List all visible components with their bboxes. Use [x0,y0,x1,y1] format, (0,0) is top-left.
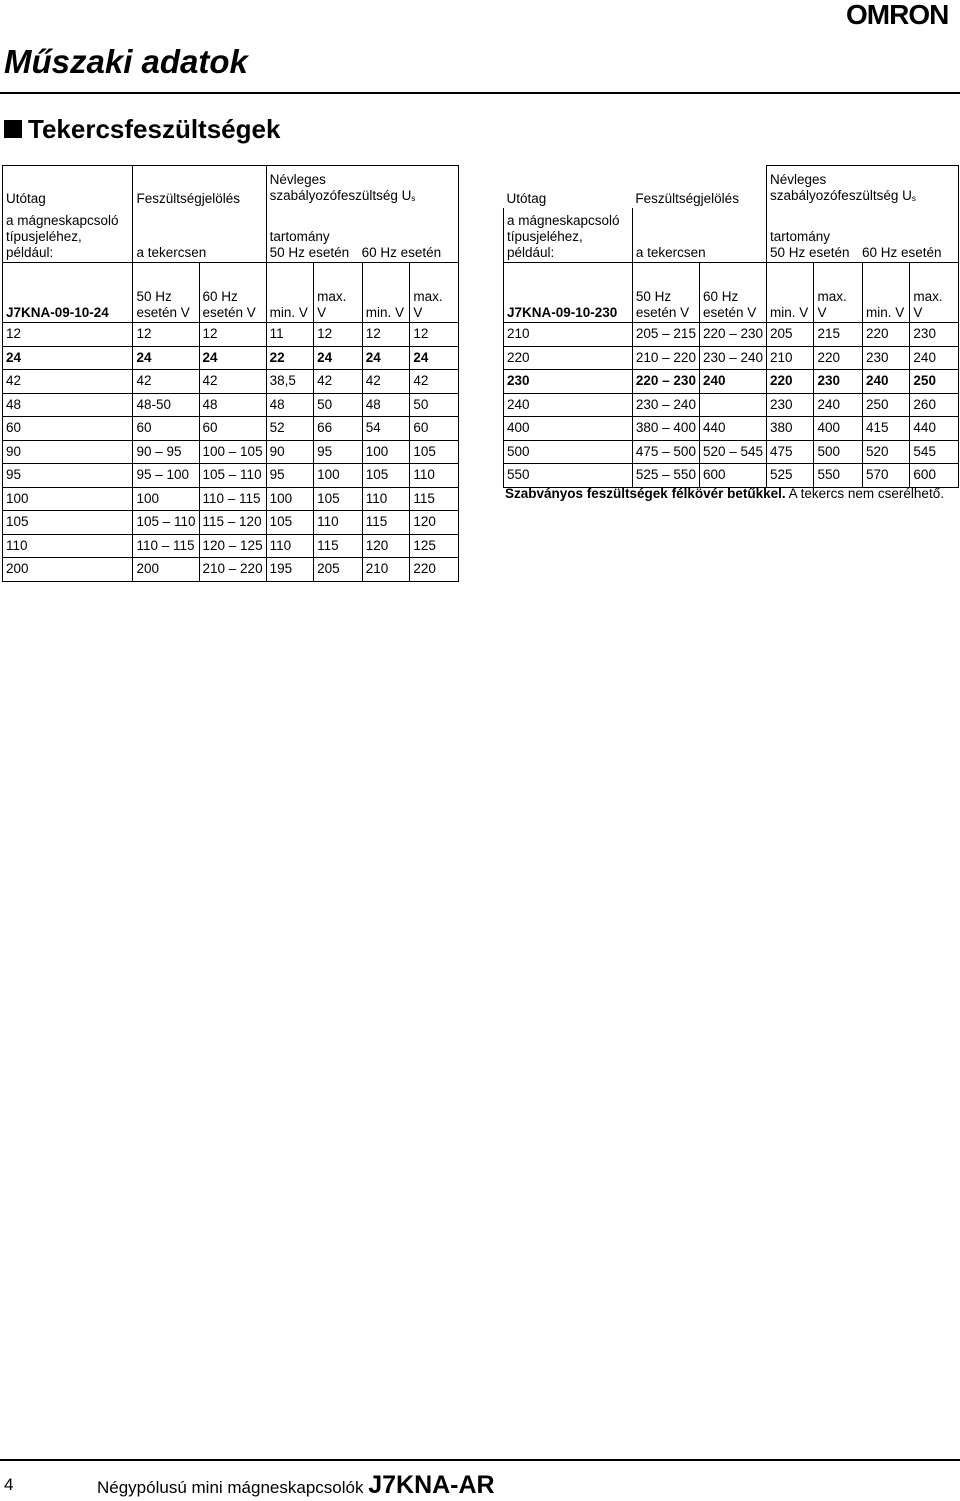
table-cell: 12 [3,323,133,347]
table-cell: 125 [410,534,459,558]
header-suffix: Utótag [506,191,547,206]
table-cell: 42 [410,370,459,394]
table-cell: 115 [362,511,410,535]
table-cell: 195 [266,558,314,582]
header-max-50: max. V [314,263,363,323]
table-cell: 205 – 215 [632,323,699,347]
table-cell: 48 [266,393,314,417]
footer-title [97,1472,495,1501]
example-model: J7KNA-09-10-24 [3,263,133,323]
table-row [3,346,459,370]
header-voltage-marking: Feszültségjelölés [133,166,266,209]
table-cell: 66 [314,417,363,441]
header-min-60: min. V [362,263,410,323]
table-row [3,487,459,511]
header-suffix-desc: a mágneskapcsoló típusjeléhez, például: [504,208,633,263]
table-cell: 600 [699,464,766,488]
header-suffix: Utótag [3,166,133,209]
omron-logo-mark [846,0,956,30]
table-cell: 105 [314,487,363,511]
table-cell: 475 – 500 [632,440,699,464]
table-cell [699,393,766,417]
table-cell: 210 [504,323,633,347]
table-cell: 440 [910,417,959,441]
table-cell: 24 [314,346,363,370]
header-suffix-desc: a mágneskapcsoló típusjeléhez, például: [3,208,133,263]
table-cell: 230 – 240 [632,393,699,417]
table-cell: 200 [3,558,133,582]
table-cell: 205 [767,323,814,347]
table-cell: 105 – 110 [133,511,199,535]
table-cell: 210 [767,346,814,370]
table-cell: 100 – 105 [199,440,266,464]
table-cell: 110 [314,511,363,535]
table-cell: 110 [3,534,133,558]
header-50hz-v: 50 Hz esetén V [632,263,699,323]
table-cell: 115 – 120 [199,511,266,535]
table-cell: 250 [910,370,959,394]
table-cell: 95 [266,464,314,488]
table-cell: 440 [699,417,766,441]
table-cell: 24 [362,346,410,370]
table-cell: 110 [362,487,410,511]
header-voltage-desc: a tekercsen [133,208,266,263]
table-cell: 220 [410,558,459,582]
table-cell: 24 [3,346,133,370]
table-cell: 545 [910,440,959,464]
table-cell: 240 [862,370,909,394]
table-cell: 500 [504,440,633,464]
table-cell: 230 [814,370,863,394]
header-50hz-v: 50 Hz esetén V [133,263,199,323]
header-voltage-marking: Feszültségjelölés [635,191,739,206]
table-row [3,511,459,535]
table-cell: 230 – 240 [699,346,766,370]
table-cell: 100 [3,487,133,511]
section-title [4,112,280,146]
table-cell: 120 [362,534,410,558]
footer-model: J7KNA-AR [368,1471,495,1499]
table-cell: 240 [504,393,633,417]
table-row [3,440,459,464]
table-cell: 100 [266,487,314,511]
table-cell: 600 [910,464,959,488]
table-cell: 48 [362,393,410,417]
left-table-body [3,323,459,582]
header-60hz-v: 60 Hz esetén V [199,263,266,323]
table-cell: 60 [199,417,266,441]
table-cell: 42 [3,370,133,394]
table-cell: 100 [314,464,363,488]
header-max-50: max. V [814,263,863,323]
footnote [505,486,945,502]
table-cell: 42 [362,370,410,394]
table-cell: 200 [133,558,199,582]
table-cell: 105 [3,511,133,535]
table-cell: 520 – 545 [699,440,766,464]
section-title-text: Tekercsfeszültségek [28,114,281,144]
logo-wordmark: OMRON [846,0,949,30]
table-cell: 400 [814,417,863,441]
table-cell: 220 [767,370,814,394]
table-cell: 48 [3,393,133,417]
table-cell: 500 [814,440,863,464]
table-cell: 475 [767,440,814,464]
table-cell: 105 – 110 [199,464,266,488]
table-cell: 110 [410,464,459,488]
header-min-60: min. V [862,263,909,323]
table-cell: 115 [314,534,363,558]
table-cell: 110 [266,534,314,558]
title-divider [0,92,960,94]
table-cell: 48 [199,393,266,417]
table-cell: 230 [910,323,959,347]
footer-description: Négypólusú mini mágneskapcsolók [97,1478,369,1497]
table-cell: 24 [133,346,199,370]
table-cell: 105 [362,464,410,488]
table-cell: 100 [133,487,199,511]
table-cell: 48-50 [133,393,199,417]
table-row [504,346,959,370]
page-title: Műszaki adatok [4,43,248,80]
table-row [504,464,959,488]
table-cell: 60 [410,417,459,441]
omron-logo [846,0,956,30]
table-row [3,534,459,558]
table-cell: 415 [862,417,909,441]
table-cell: 12 [133,323,199,347]
table-cell: 380 [767,417,814,441]
table-cell: 105 [266,511,314,535]
header-max-60: max. V [910,263,959,323]
table-cell: 210 – 220 [632,346,699,370]
table-cell: 95 [3,464,133,488]
table-cell: 11 [266,323,314,347]
right-table-body [504,323,959,488]
header-range: tartomány 50 Hz esetén 60 Hz esetén [266,208,458,263]
table-cell: 120 – 125 [199,534,266,558]
table-cell: 42 [314,370,363,394]
coil-voltage-table-right [503,165,959,488]
table-cell: 550 [504,464,633,488]
table-cell: 12 [199,323,266,347]
table-cell: 52 [266,417,314,441]
header-60hz-v: 60 Hz esetén V [699,263,766,323]
table-cell: 205 [314,558,363,582]
table-cell: 38,5 [266,370,314,394]
table-row [3,370,459,394]
table-cell: 95 – 100 [133,464,199,488]
table-cell: 50 [314,393,363,417]
table-cell: 105 [410,440,459,464]
table-cell: 230 [504,370,633,394]
table-cell: 400 [504,417,633,441]
table-row [504,393,959,417]
header-rated-voltage: Névleges szabályozófeszültség $U_s$ [767,166,959,209]
table-cell: 120 [410,511,459,535]
table-cell: 220 [862,323,909,347]
table-row [504,370,959,394]
table-cell: 54 [362,417,410,441]
table-row [504,440,959,464]
table-row [3,323,459,347]
table-cell: 525 – 550 [632,464,699,488]
table-cell: 42 [133,370,199,394]
table-cell: 220 [814,346,863,370]
header-voltage-desc: a tekercsen [632,208,766,263]
table-cell: 115 [410,487,459,511]
header-min-50: min. V [767,263,814,323]
table-cell: 230 [862,346,909,370]
table-cell: 220 – 230 [699,323,766,347]
bullet-square-icon [4,120,22,138]
header-rated-voltage: Névleges szabályozófeszültség $U_s$ [266,166,458,209]
table-cell: 210 – 220 [199,558,266,582]
table-cell: 12 [314,323,363,347]
table-cell: 240 [910,346,959,370]
table-cell: 215 [814,323,863,347]
table-cell: 240 [814,393,863,417]
footnote-text: A tekercs nem cserélhető. [785,486,944,501]
table-row [3,393,459,417]
table-cell: 12 [410,323,459,347]
table-cell: 520 [862,440,909,464]
table-row [504,323,959,347]
table-cell: 210 [362,558,410,582]
header-max-60: max. V [410,263,459,323]
table-cell: 24 [199,346,266,370]
table-cell: 260 [910,393,959,417]
coil-voltage-table-left [2,165,459,582]
table-cell: 90 – 95 [133,440,199,464]
table-cell: 100 [362,440,410,464]
table-cell: 24 [410,346,459,370]
table-cell: 570 [862,464,909,488]
table-cell: 60 [133,417,199,441]
table-cell: 250 [862,393,909,417]
example-model: J7KNA-09-10-230 [504,263,633,323]
table-cell: 60 [3,417,133,441]
table-row [3,558,459,582]
table-cell: 110 – 115 [199,487,266,511]
table-row [504,417,959,441]
header-range: tartomány 50 Hz esetén 60 Hz esetén [767,208,959,263]
page-number: 4 [4,1475,14,1494]
table-cell: 220 [504,346,633,370]
table-cell: 550 [814,464,863,488]
table-cell: 110 – 115 [133,534,199,558]
table-cell: 525 [767,464,814,488]
header-min-50: min. V [266,263,314,323]
table-cell: 90 [266,440,314,464]
table-cell: 12 [362,323,410,347]
table-cell: 220 – 230 [632,370,699,394]
table-cell: 95 [314,440,363,464]
table-cell: 90 [3,440,133,464]
footnote-bold: Szabványos feszültségek félkövér betűkkel. [505,486,786,501]
table-cell: 230 [767,393,814,417]
table-cell: 50 [410,393,459,417]
table-cell: 240 [699,370,766,394]
footer-divider [0,1459,960,1461]
table-cell: 380 – 400 [632,417,699,441]
table-row [3,417,459,441]
table-cell: 42 [199,370,266,394]
table-cell: 22 [266,346,314,370]
table-row [3,464,459,488]
